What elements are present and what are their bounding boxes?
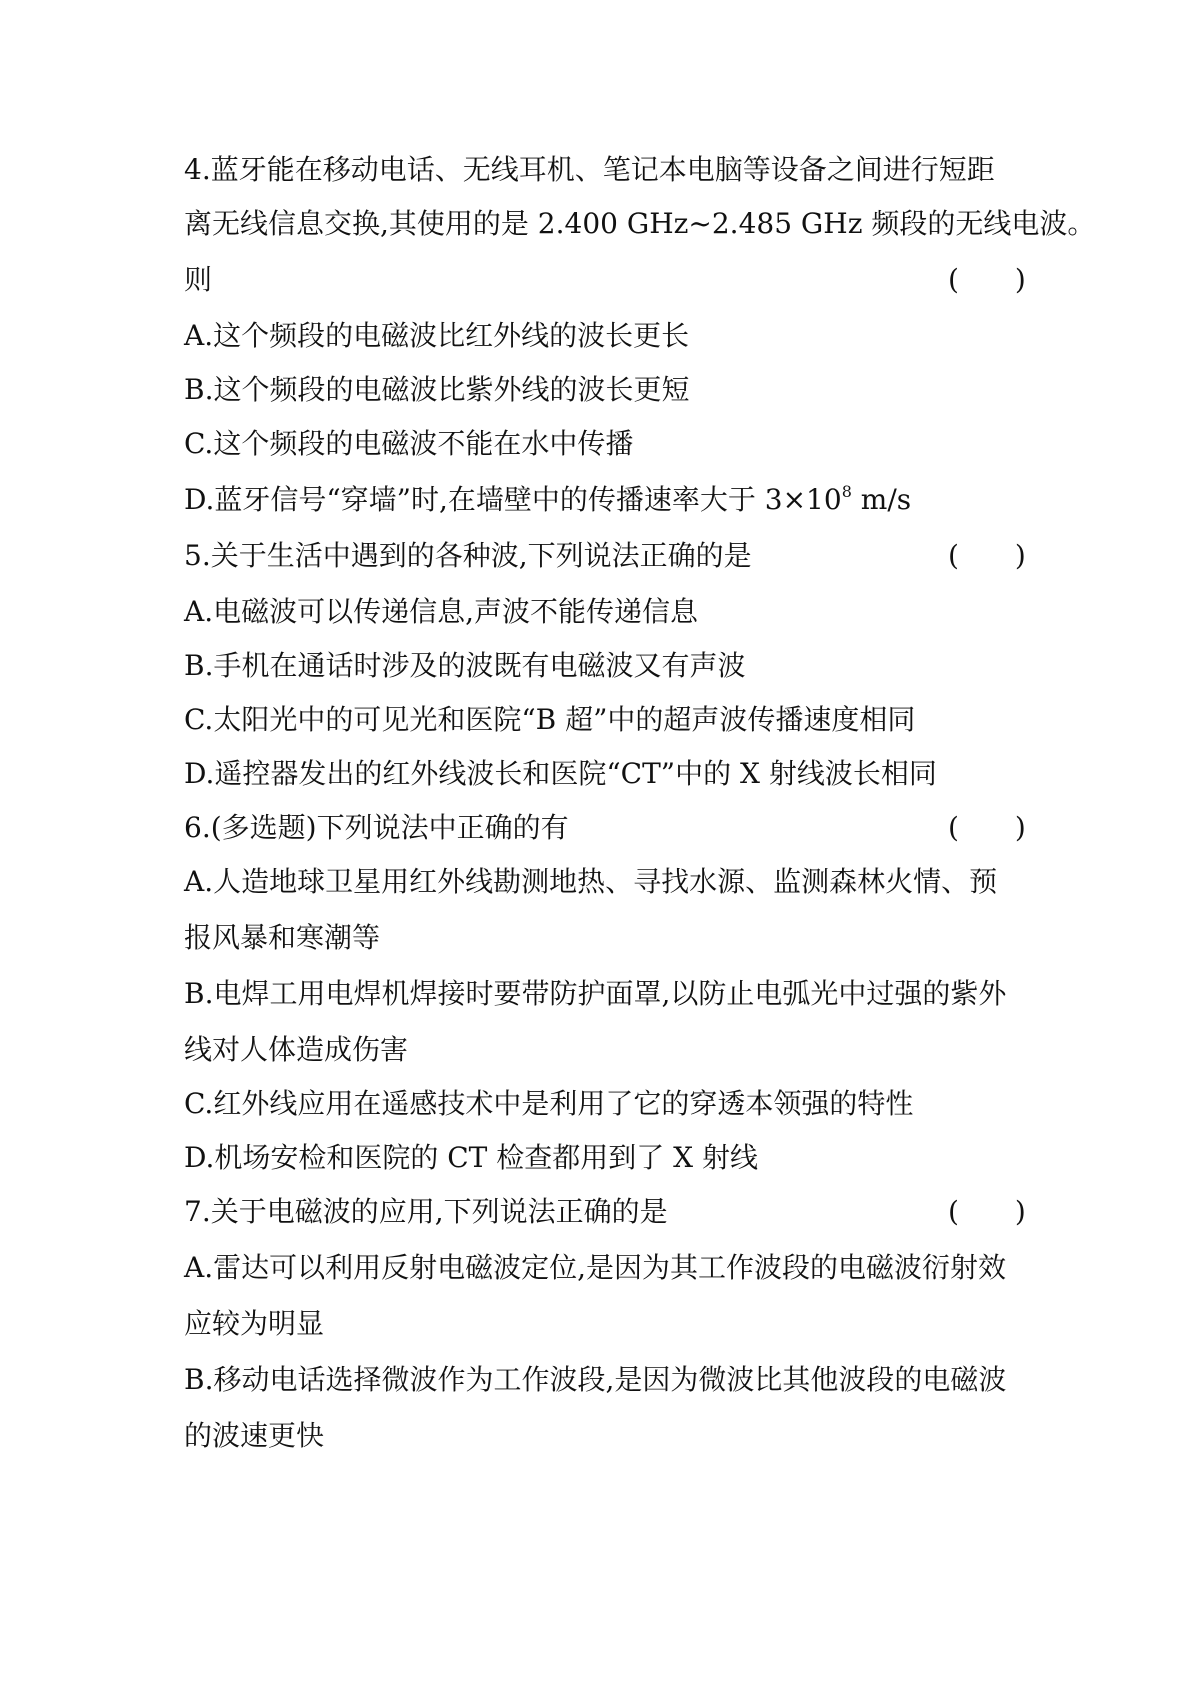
q4-option-d	[184, 482, 1044, 518]
q6-option-a-line-1: A.人造地球卫星用红外线勘测地热、寻找水源、监测森林火情、预	[184, 865, 998, 898]
q5-option-b: B.手机在通话时涉及的波既有电磁波又有声波	[184, 649, 746, 682]
q7-option-a-line-1: A.雷达可以利用反射电磁波定位,是因为其工作波段的电磁波衍射效	[184, 1251, 1007, 1284]
q7-option-b-line-1: B.移动电话选择微波作为工作波段,是因为微波比其他波段的电磁波	[184, 1363, 1007, 1396]
q5-answer-bracket: ( )	[948, 539, 1026, 572]
q7-option-a-line-2: 应较为明显	[184, 1307, 325, 1340]
q4-option-c: C.这个频段的电磁波不能在水中传播	[184, 427, 634, 460]
q4-option-d-unit: m/s	[851, 483, 912, 516]
q6-option-a-line-2: 报风暴和寒潮等	[184, 921, 381, 954]
q6-option-c: C.红外线应用在遥感技术中是利用了它的穿透本领强的特性	[184, 1087, 914, 1120]
q4-stem-line-3: 则	[184, 263, 213, 296]
q6-option-d: D.机场安检和医院的 CT 检查都用到了 X 射线	[184, 1141, 758, 1174]
q6-option-b-line-2: 线对人体造成伤害	[184, 1033, 409, 1066]
q7-option-b-line-2: 的波速更快	[184, 1419, 325, 1452]
q6-option-b-line-1: B.电焊工用电焊机焊接时要带防护面罩,以防止电弧光中过强的紫外	[184, 977, 1007, 1010]
q4-stem-line-1: 4.蓝牙能在移动电话、无线耳机、笔记本电脑等设备之间进行短距	[184, 153, 995, 186]
q4-option-b: B.这个频段的电磁波比紫外线的波长更短	[184, 373, 690, 406]
q5-stem: 5.关于生活中遇到的各种波,下列说法正确的是	[184, 539, 752, 572]
q4-option-d-exponent: 8	[841, 481, 852, 501]
q4-option-d-text: D.蓝牙信号“穿墙”时,在墙壁中的传播速率大于 3×10	[184, 483, 842, 516]
q7-answer-bracket: ( )	[948, 1195, 1026, 1228]
q4-option-a: A.这个频段的电磁波比红外线的波长更长	[184, 319, 690, 352]
q5-option-c: C.太阳光中的可见光和医院“B 超”中的超声波传播速度相同	[184, 703, 916, 736]
q6-answer-bracket: ( )	[948, 811, 1026, 844]
q4-stem-line-2: 离无线信息交换,其使用的是 2.400 GHz~2.485 GHz 频段的无线电波。	[184, 207, 1096, 240]
q5-option-a: A.电磁波可以传递信息,声波不能传递信息	[184, 595, 699, 628]
q6-stem: 6.(多选题)下列说法中正确的有	[184, 811, 569, 844]
q4-answer-bracket: ( )	[948, 263, 1026, 296]
q5-option-d: D.遥控器发出的红外线波长和医院“CT”中的 X 射线波长相同	[184, 757, 937, 790]
q7-stem: 7.关于电磁波的应用,下列说法正确的是	[184, 1195, 668, 1228]
